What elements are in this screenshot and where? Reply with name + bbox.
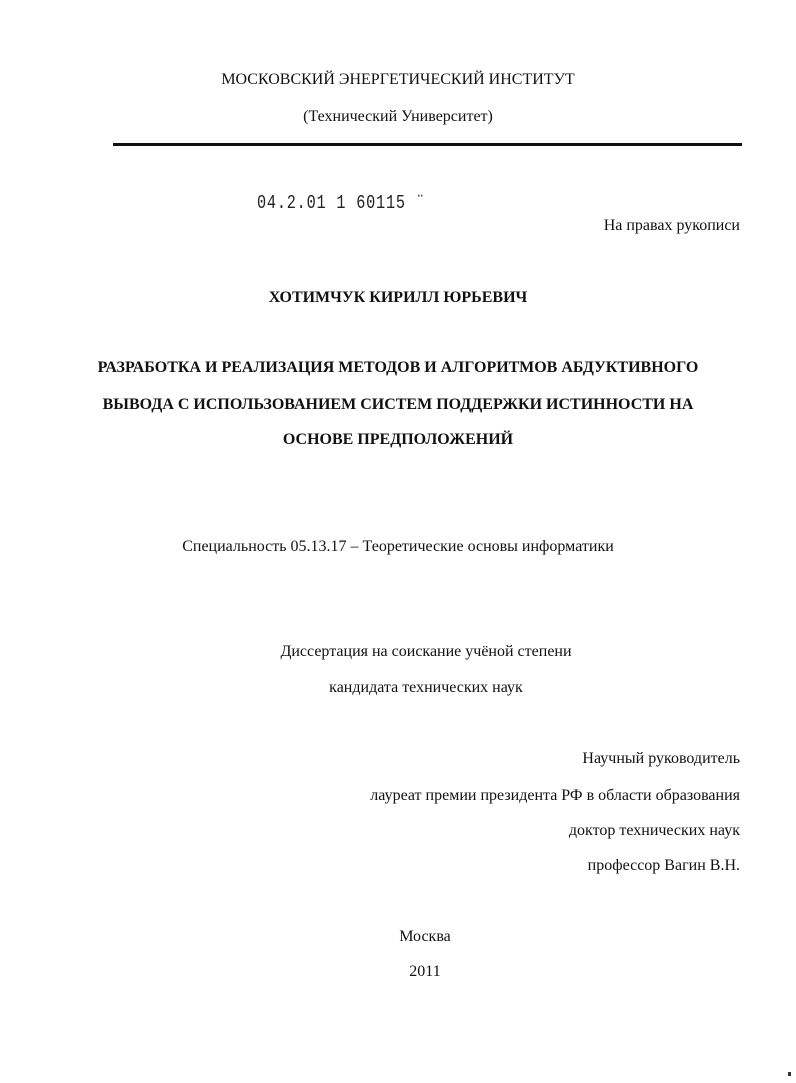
title-line-2: ВЫВОДА С ИСПОЛЬЗОВАНИЕМ СИСТЕМ ПОДДЕРЖКИ ИСТИННОСТИ НА — [102, 396, 694, 413]
scan-mark — [788, 1072, 791, 1076]
title-line-1: РАЗРАБОТКА И РЕАЛИЗАЦИЯ МЕТОДОВ И АЛГОРИТМОВ АБДУКТИВНОГО — [97, 359, 699, 376]
degree-line-1: Диссертация на соискание учёной степени — [280, 643, 572, 660]
rights-note: На правах рукописи — [603, 217, 740, 234]
author-name: ХОТИМЧУК КИРИЛЛ ЮРЬЕВИЧ — [268, 289, 528, 306]
year: 2011 — [409, 963, 441, 980]
supervisor-line-2: лауреат премии президента РФ в области образования — [370, 787, 740, 804]
stamp-number: 04.2.01 1 60115 ¨ — [257, 192, 426, 214]
header-divider — [113, 143, 742, 146]
supervisor-line-4: профессор Вагин В.Н. — [587, 857, 740, 874]
title-line-3: ОСНОВЕ ПРЕДПОЛОЖЕНИЙ — [282, 431, 514, 448]
institute-subtitle: (Технический Университет) — [303, 108, 493, 125]
institute-name: МОСКОВСКИЙ ЭНЕРГЕТИЧЕСКИЙ ИНСТИТУТ — [221, 71, 575, 88]
city: Москва — [399, 928, 451, 945]
specialty: Специальность 05.13.17 – Теоретические основы информатики — [182, 538, 614, 555]
supervisor-line-3: доктор технических наук — [568, 822, 740, 839]
degree-line-2: кандидата технических наук — [329, 679, 523, 696]
supervisor-line-1: Научный руководитель — [582, 750, 740, 767]
